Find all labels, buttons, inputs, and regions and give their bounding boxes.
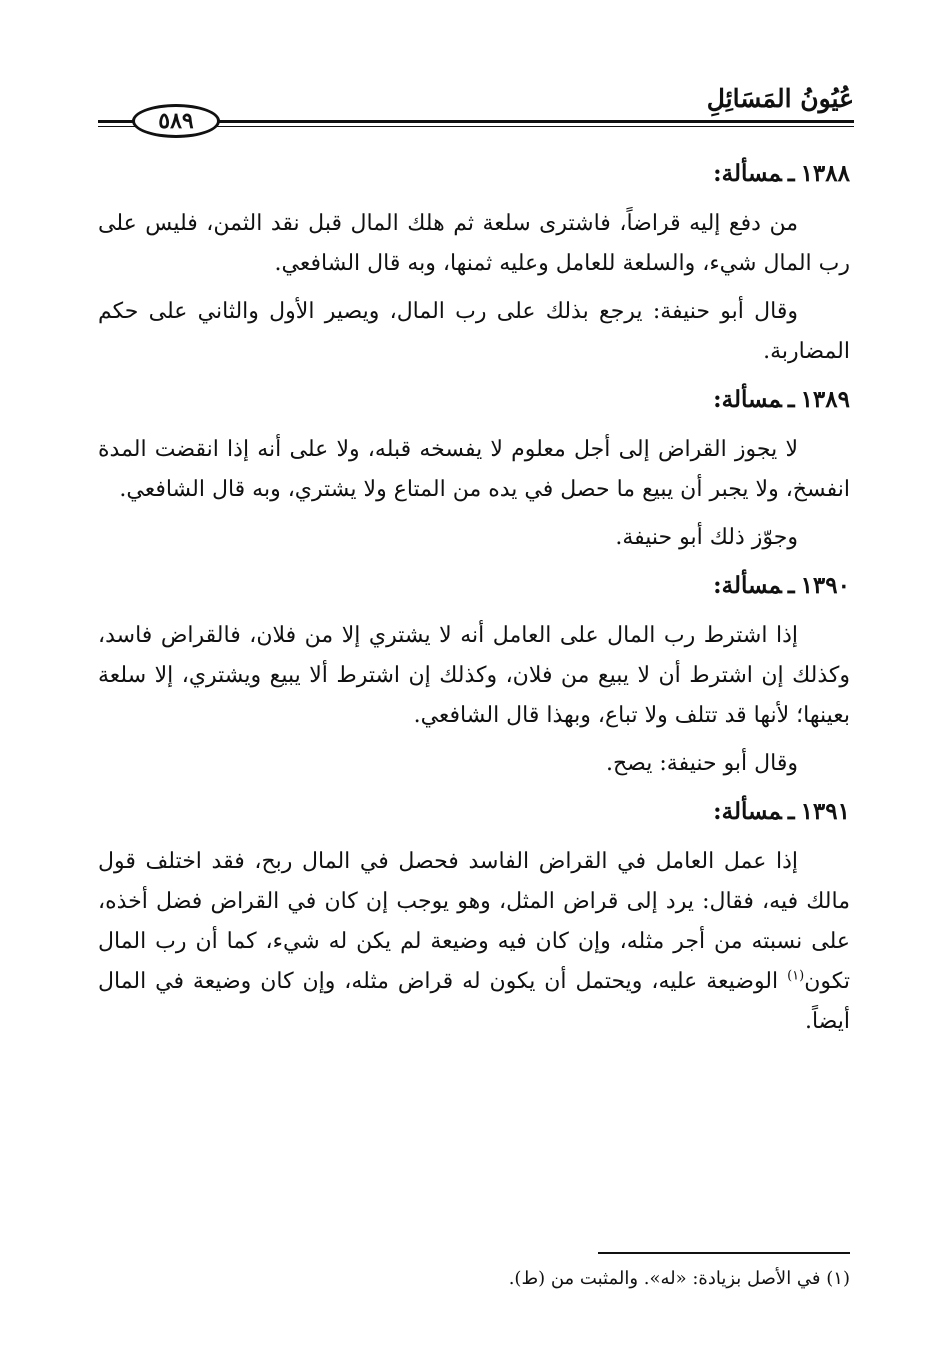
footnote-reference[interactable]: (١) bbox=[787, 968, 805, 984]
section-heading bbox=[98, 154, 850, 194]
paragraph: وجوّز ذلك أبو حنيفة. bbox=[615, 525, 798, 550]
footnote-marker: (١) bbox=[826, 1268, 850, 1289]
section-number: ١٣٩١ bbox=[800, 798, 850, 825]
paragraph-text: الوضيعة عليه، ويحتمل أن يكون له قراض مثله، وإن كان وضيعة في المال أيضاً. bbox=[98, 969, 850, 1034]
paragraph: لا يجوز القراض إلى أجل معلوم لا يفسخه قبله، ولا على أنه إذا انقضت المدة انفسخ، ولا يجبر أن يبيع ما حصل في يده من المتاع ولا يشتري، وبه قال الشافعي. bbox=[98, 437, 850, 502]
section-heading bbox=[98, 566, 850, 606]
section-label: مسألة: bbox=[713, 386, 782, 413]
section-number: ١٣٨٨ bbox=[800, 160, 850, 187]
heading-separator: ـ bbox=[787, 386, 795, 413]
paragraph: وقال أبو حنيفة: يرجع بذلك على رب المال، ويصير الأول والثاني على حكم المضاربة. bbox=[98, 299, 850, 364]
heading-separator: ـ bbox=[787, 160, 795, 187]
paragraph-text: إذا عمل العامل في القراض الفاسد فحصل في المال ربح، فقد اختلف قول مالك فيه، فقال: يرد إلى قراض المثل، وهو يوجب إن كان في القراض فضل أخذه، على نسبته من أجر مثله، وإن كان فيه وضيعة لم يكن له شيء، كما أن رب المال تكون bbox=[98, 849, 850, 994]
page-number: ٥٨٩ bbox=[132, 104, 220, 138]
footnote-text: في الأصل بزيادة: «له». والمثبت من (ط). bbox=[508, 1268, 821, 1289]
section-number: ١٣٨٩ bbox=[800, 386, 850, 413]
section-number: ١٣٩٠ bbox=[800, 572, 850, 599]
section-label: مسألة: bbox=[713, 798, 782, 825]
heading-separator: ـ bbox=[787, 798, 795, 825]
section-label: مسألة: bbox=[713, 160, 782, 187]
paragraph: من دفع إليه قراضاً، فاشترى سلعة ثم هلك المال قبل نقد الثمن، فليس على رب المال شيء، والسلعة للعامل وعليه ثمنها، وبه قال الشافعي. bbox=[98, 211, 850, 276]
paragraph: إذا اشترط رب المال على العامل أنه لا يشتري إلا من فلان، فالقراض فاسد، وكذلك إن اشترط أن لا يبيع من فلان، وكذلك إن اشترط ألا يبيع ويشتري، إلا سلعة بعينها؛ لأنها قد تتلف ولا تباع، وبهذا قال الشافعي. bbox=[98, 623, 850, 728]
section-label: مسألة: bbox=[713, 572, 782, 599]
paragraph bbox=[98, 842, 850, 1042]
paragraph: وقال أبو حنيفة: يصح. bbox=[605, 751, 798, 776]
heading-separator: ـ bbox=[787, 572, 795, 599]
footnote-divider bbox=[598, 1252, 850, 1254]
main-text bbox=[98, 146, 850, 1050]
book-title: عُيُونُ المَسَائِلِ bbox=[706, 84, 854, 113]
section-heading bbox=[98, 792, 850, 832]
section-heading bbox=[98, 380, 850, 420]
page-header bbox=[98, 78, 854, 138]
footnote bbox=[98, 1266, 850, 1292]
